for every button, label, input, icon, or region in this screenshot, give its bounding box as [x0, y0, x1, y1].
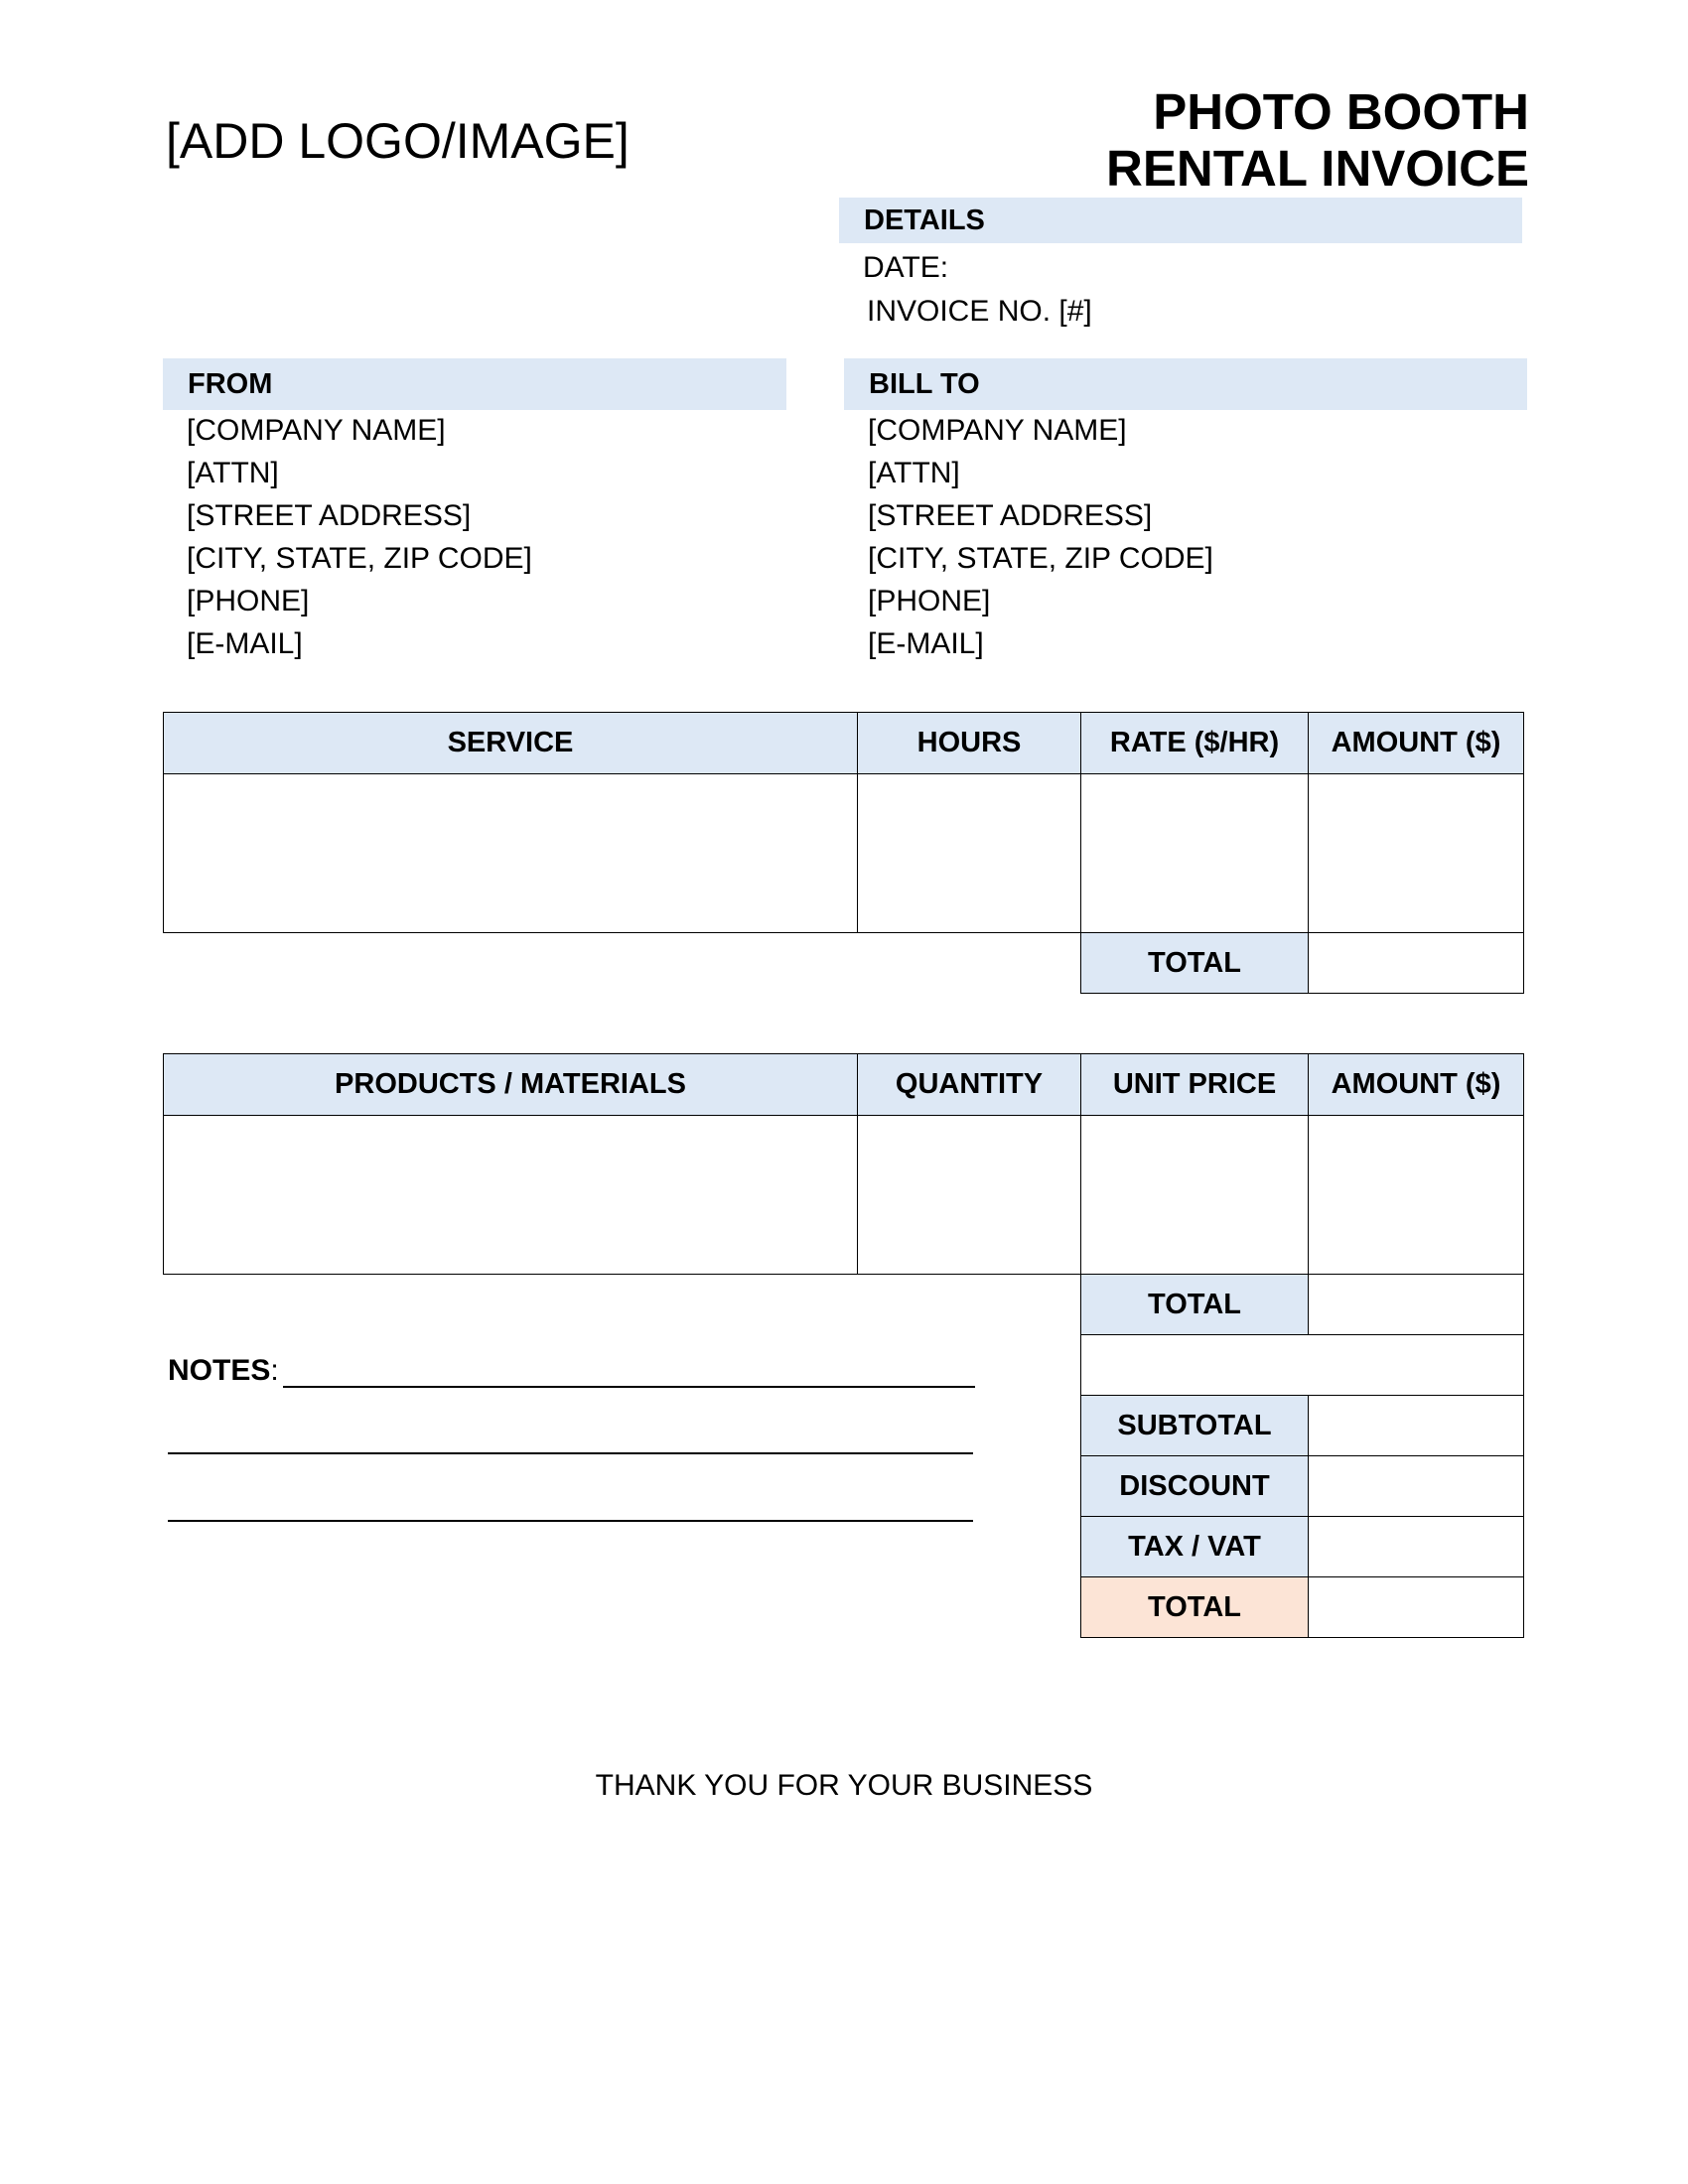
service-cell[interactable] [164, 774, 858, 933]
notes-line-1[interactable] [283, 1386, 975, 1388]
invoice-number-label: INVOICE NO. [#] [867, 295, 1092, 328]
products-table [163, 1053, 1524, 1335]
title-line-1: PHOTO BOOTH [1153, 83, 1529, 140]
service-header: SERVICE [164, 713, 858, 774]
bill-to-street: [STREET ADDRESS] [868, 499, 1153, 532]
rate-header: RATE ($/HR) [1081, 713, 1309, 774]
from-address [187, 409, 532, 665]
thank-you-footer: THANK YOU FOR YOUR BUSINESS [595, 1769, 1093, 1802]
notes-line-2[interactable] [168, 1452, 973, 1454]
tax-label: TAX / VAT [1081, 1517, 1309, 1577]
notes-label-text: NOTES [168, 1354, 271, 1387]
from-company: [COMPANY NAME] [187, 414, 446, 447]
quantity-cell[interactable] [858, 1116, 1081, 1275]
bill-to-phone: [PHONE] [868, 585, 991, 617]
details-heading: DETAILS [839, 198, 1522, 243]
logo-placeholder: [ADD LOGO/IMAGE] [166, 113, 630, 169]
unit-price-cell[interactable] [1081, 1116, 1309, 1275]
title-line-2: RENTAL INVOICE [1106, 140, 1529, 197]
bill-to-company: [COMPANY NAME] [868, 414, 1127, 447]
summary-gap [1080, 1334, 1524, 1395]
rate-cell[interactable] [1081, 774, 1309, 933]
discount-value[interactable] [1309, 1456, 1524, 1517]
product-total-spacer [164, 1275, 1081, 1335]
hours-header: HOURS [858, 713, 1081, 774]
service-total-label: TOTAL [1081, 933, 1309, 994]
unit-price-header: UNIT PRICE [1081, 1054, 1309, 1116]
from-heading: FROM [163, 358, 786, 410]
notes-line-3[interactable] [168, 1520, 973, 1522]
bill-to-attn: [ATTN] [868, 457, 960, 489]
date-label: DATE: [863, 251, 949, 284]
grand-total-label: TOTAL [1081, 1577, 1309, 1638]
from-phone: [PHONE] [187, 585, 310, 617]
service-amount-cell[interactable] [1309, 774, 1524, 933]
services-table [163, 712, 1524, 994]
product-amount-header: AMOUNT ($) [1309, 1054, 1524, 1116]
bill-to-email: [E-MAIL] [868, 627, 984, 660]
from-attn: [ATTN] [187, 457, 279, 489]
notes-colon: : [270, 1354, 279, 1387]
bill-to-city: [CITY, STATE, ZIP CODE] [868, 542, 1213, 575]
grand-total-value[interactable] [1309, 1577, 1524, 1638]
summary-table [1080, 1395, 1524, 1638]
bill-to-heading: BILL TO [844, 358, 1527, 410]
from-street: [STREET ADDRESS] [187, 499, 472, 532]
product-total-label: TOTAL [1081, 1275, 1309, 1335]
discount-label: DISCOUNT [1081, 1456, 1309, 1517]
service-amount-header: AMOUNT ($) [1309, 713, 1524, 774]
from-city: [CITY, STATE, ZIP CODE] [187, 542, 532, 575]
notes-label [168, 1354, 279, 1388]
product-cell[interactable] [164, 1116, 858, 1275]
from-email: [E-MAIL] [187, 627, 303, 660]
service-total-value[interactable] [1309, 933, 1524, 994]
quantity-header: QUANTITY [858, 1054, 1081, 1116]
products-header: PRODUCTS / MATERIALS [164, 1054, 858, 1116]
service-total-spacer [164, 933, 1081, 994]
product-total-value[interactable] [1309, 1275, 1524, 1335]
invoice-title [834, 83, 1529, 197]
bill-to-address [868, 409, 1213, 665]
subtotal-value[interactable] [1309, 1396, 1524, 1456]
hours-cell[interactable] [858, 774, 1081, 933]
tax-value[interactable] [1309, 1517, 1524, 1577]
product-amount-cell[interactable] [1309, 1116, 1524, 1275]
subtotal-label: SUBTOTAL [1081, 1396, 1309, 1456]
